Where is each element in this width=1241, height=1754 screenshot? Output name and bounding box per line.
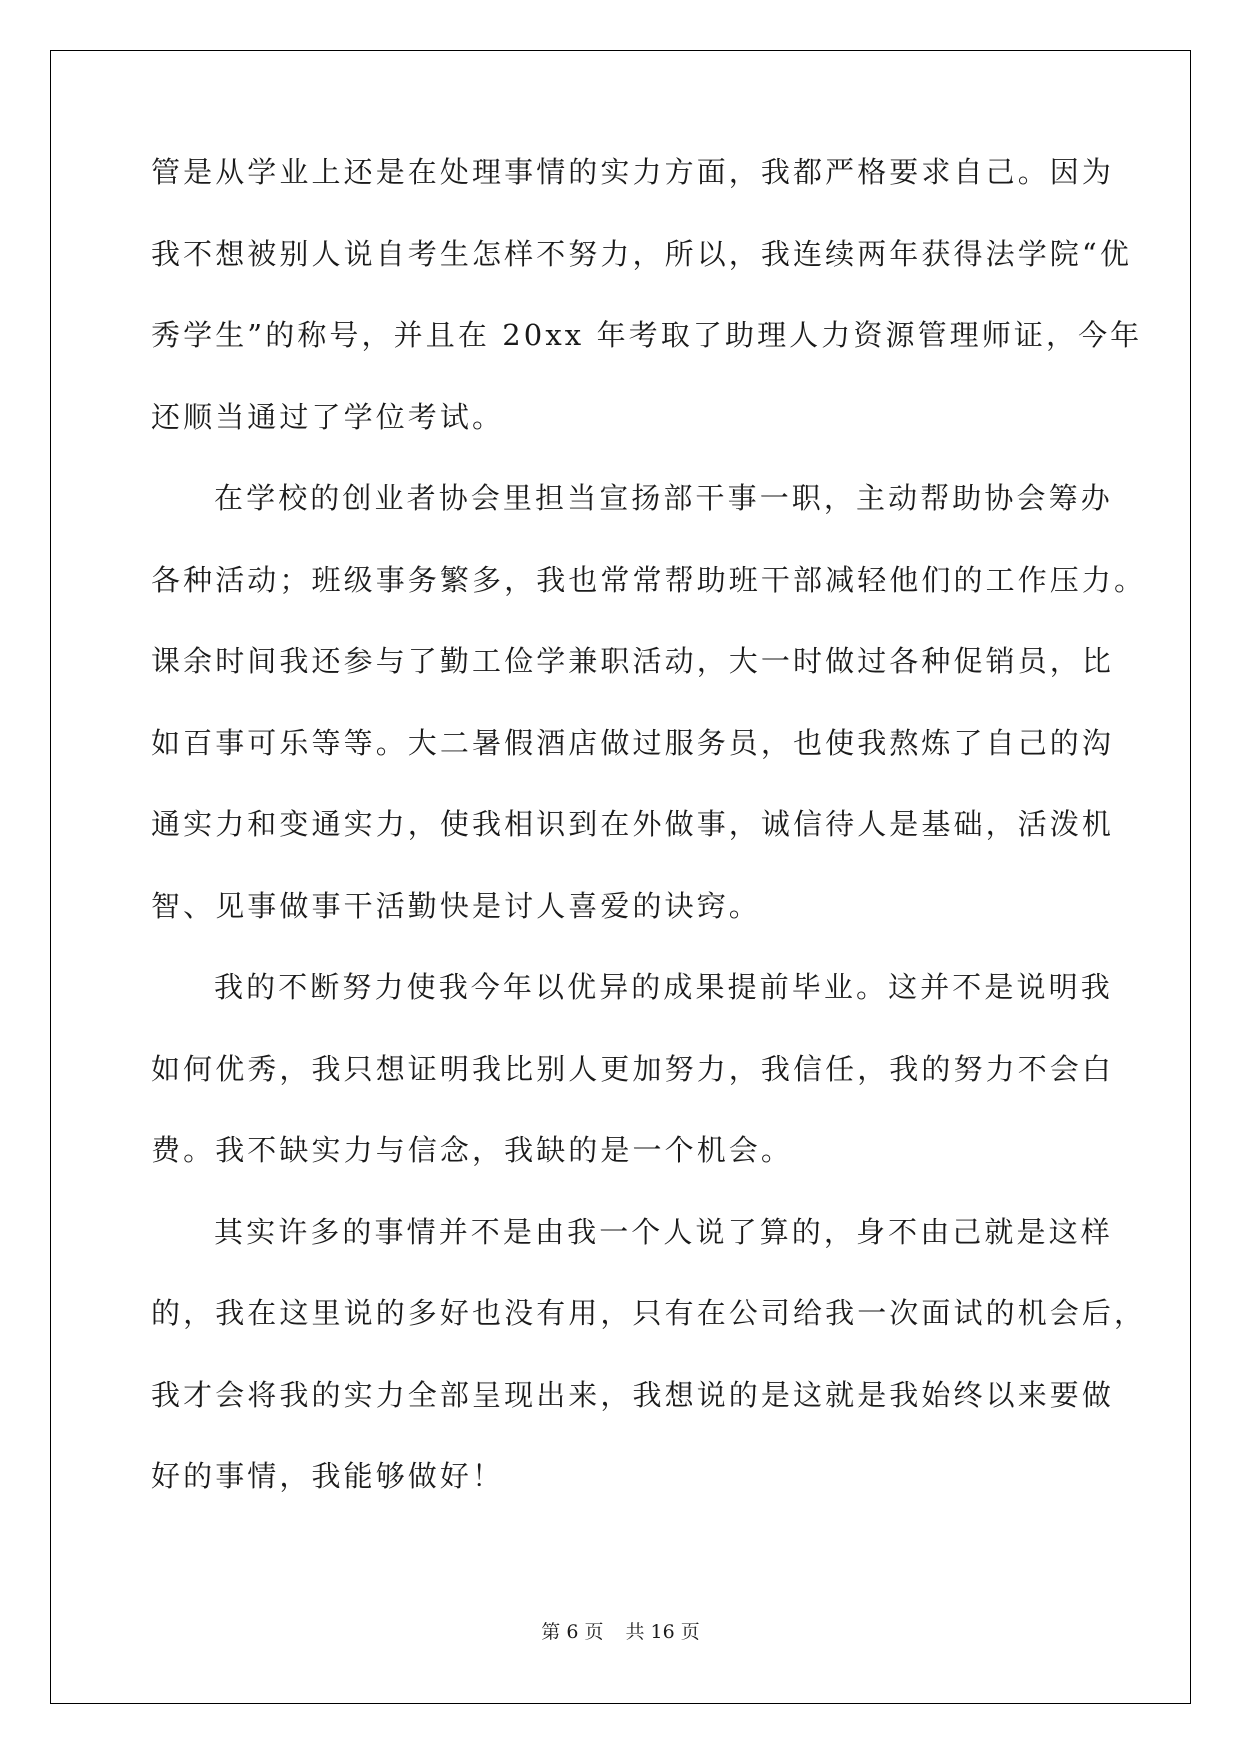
page-number-current: 第 6 页	[541, 1621, 604, 1643]
text-line: 还顺当通过了学位考试。	[151, 399, 505, 434]
text-line: 我才会将我的实力全部呈现出来，我想说的是这就是我始终以来要做	[151, 1377, 1115, 1412]
page-number-total: 共 16 页	[625, 1621, 700, 1643]
paragraph-first-line: 在学校的创业者协会里担当宣扬部干事一职，主动帮助协会筹办	[214, 481, 1113, 515]
text-line: 课余时间我还参与了勤工俭学兼职活动，大一时做过各种促销员，比	[151, 644, 1115, 678]
paragraph-first-line: 我的不断努力使我今年以优异的成果提前毕业。这并不是说明我	[214, 970, 1113, 1004]
text-line: 费。我不缺实力与信念，我缺的是一个机会。	[151, 1133, 794, 1167]
paragraph-first-line: 其实许多的事情并不是由我一个人说了算的，身不由己就是这样	[214, 1214, 1113, 1249]
text-line: 如百事可乐等等。大二暑假酒店做过服务员，也使我熬炼了自己的沟	[151, 725, 1115, 760]
text-line: 管是从学业上还是在处理事情的实力方面，我都严格要求自己。因为	[151, 155, 1115, 189]
page-footer	[0, 1620, 1241, 1644]
text-line: 我不想被别人说自考生怎样不努力，所以，我连续两年获得法学院“优	[151, 236, 1132, 271]
text-line: 各种活动；班级事务繁多，我也常常帮助班干部减轻他们的工作压力。	[151, 562, 1147, 597]
text-line: 好的事情，我能够做好！	[151, 1459, 505, 1493]
text-line: 通实力和变通实力，使我相识到在外做事，诚信待人是基础，活泼机	[151, 807, 1115, 841]
text-line: 的，我在这里说的多好也没有用，只有在公司给我一次面试的机会后，	[151, 1296, 1147, 1330]
text-line: 智、见事做事干活勤快是讨人喜爱的诀窍。	[151, 888, 761, 923]
text-line: 如何优秀，我只想证明我比别人更加努力，我信任，我的努力不会白	[151, 1051, 1115, 1086]
document-body	[151, 153, 1147, 1539]
text-line: 秀学生”的称号，并且在 20xx 年考取了助理人力资源管理师证，今年	[151, 318, 1143, 352]
